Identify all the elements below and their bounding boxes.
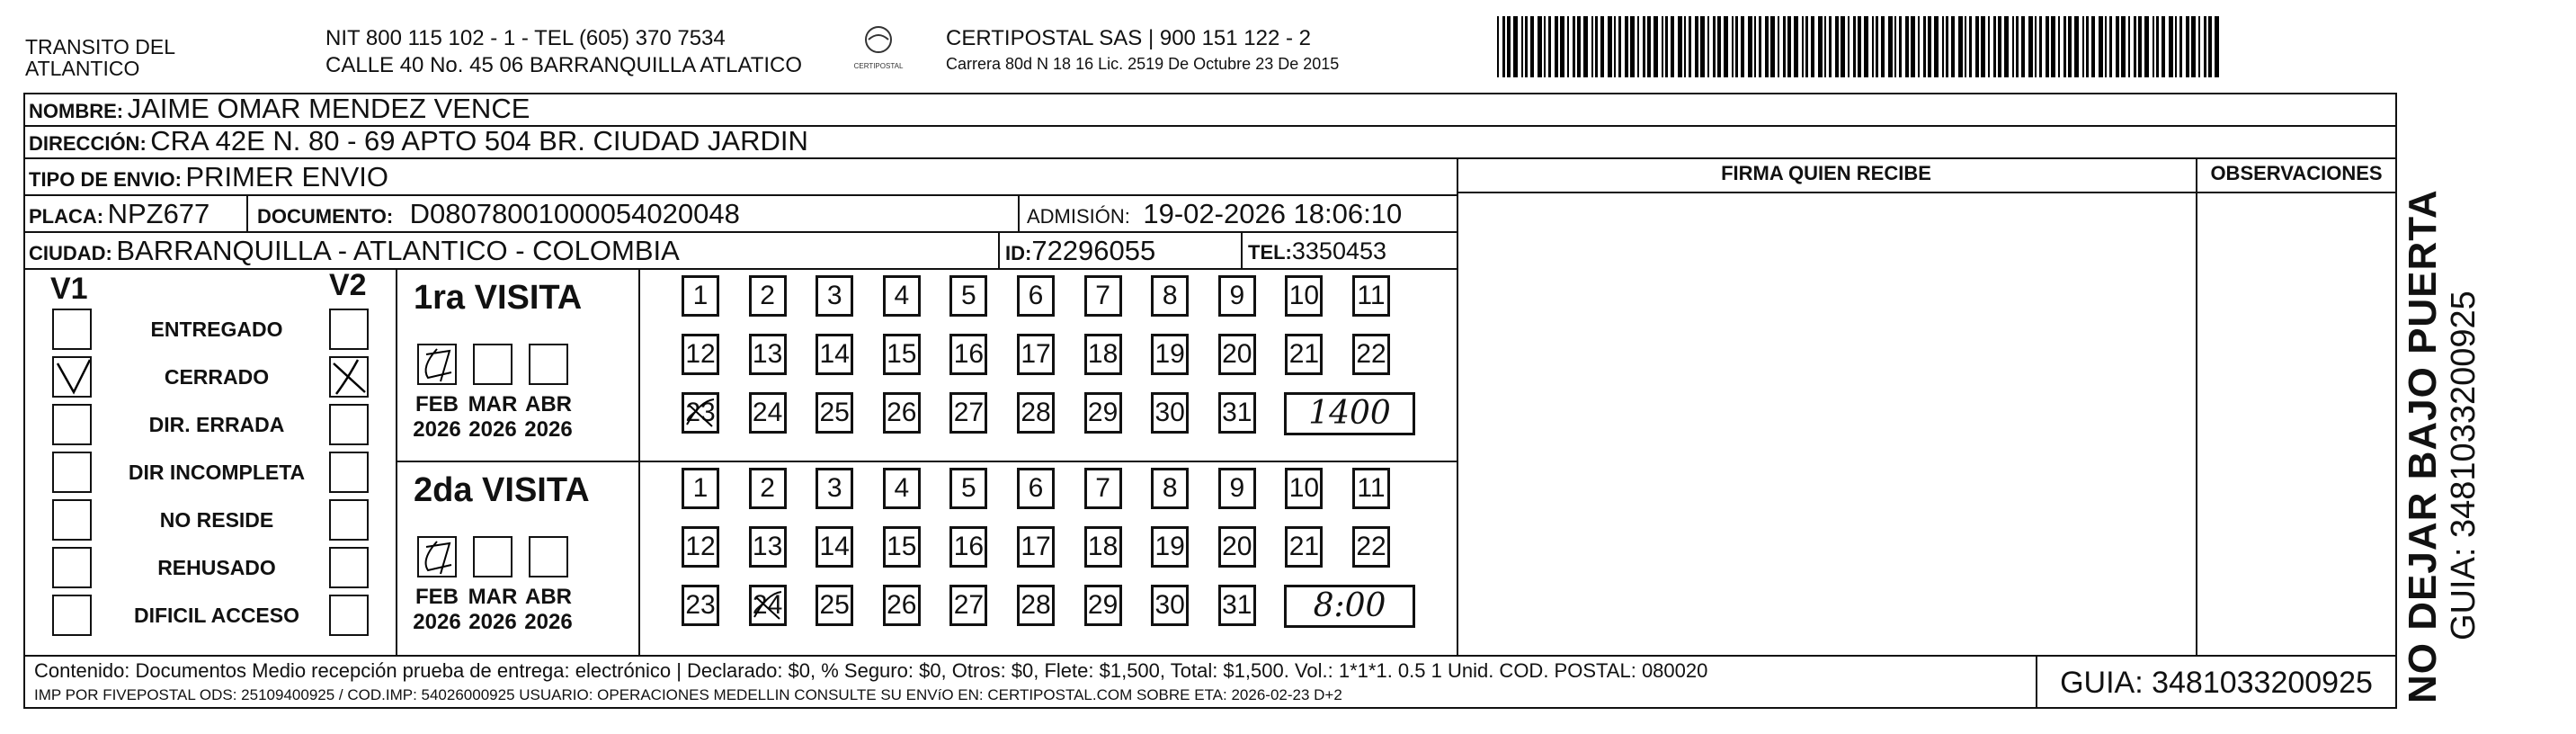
day-checkbox[interactable]: 25: [816, 585, 853, 626]
barcode-bar: [1872, 16, 1874, 77]
day-checkbox[interactable]: 11: [1352, 275, 1390, 317]
day-checkbox[interactable]: 28: [1017, 585, 1055, 626]
barcode-bar: [1525, 16, 1528, 77]
courier-line: CERTIPOSTAL SAS | 900 151 122 - 2: [946, 26, 1311, 50]
day-checkbox[interactable]: 9: [1218, 275, 1256, 317]
day-checkbox[interactable]: 4: [883, 275, 921, 317]
side-notice-block: [2401, 92, 2482, 703]
day-checkbox[interactable]: 17: [1017, 526, 1055, 568]
month-name: FEB: [415, 585, 459, 609]
day-checkbox[interactable]: 26: [883, 392, 921, 434]
month-label: [406, 392, 468, 443]
certipostal-logo: [847, 23, 910, 74]
barcode-bar: [1835, 16, 1839, 77]
barcode-bar: [2138, 16, 2142, 77]
barcode-bar: [1829, 16, 1832, 77]
barcode-bar: [1934, 16, 1939, 77]
nit-line: NIT 800 115 102 - 1 - TEL (605) 370 7534: [325, 26, 726, 50]
barcode-bar: [2068, 16, 2072, 77]
ciudad-field: [29, 236, 680, 272]
barcode-bar: [1707, 16, 1709, 77]
barcode-bar: [1876, 16, 1878, 77]
v2-checkbox[interactable]: [329, 499, 369, 541]
barcode-bar: [2091, 16, 2095, 77]
observaciones-header: OBSERVACIONES: [2210, 162, 2383, 184]
status-option-label: DIFICIL ACCESO: [133, 604, 299, 627]
barcode-bar: [2179, 16, 2182, 77]
barcode-bar: [1770, 16, 1775, 77]
month-label: [517, 585, 580, 635]
barcode-bar: [1724, 16, 1728, 77]
ciudad-label: CIUDAD:: [29, 242, 112, 264]
day-checkbox[interactable]: 21: [1285, 334, 1323, 375]
barcode-bar: [1625, 16, 1628, 77]
day-checkbox[interactable]: 2: [749, 275, 787, 317]
admision-field: [1027, 199, 1402, 235]
day-checkbox[interactable]: 5: [949, 468, 987, 509]
barcode-bar: [1946, 16, 1948, 77]
barcode-bar: [1928, 16, 1931, 77]
month-checkbox[interactable]: [529, 344, 568, 385]
v1-checkbox[interactable]: [52, 309, 92, 350]
handwritten-time[interactable]: 8:00: [1284, 585, 1415, 628]
day-checkbox[interactable]: 11: [1352, 468, 1390, 509]
sender-name: [25, 36, 175, 79]
barcode-bar: [2074, 16, 2079, 77]
month-name: FEB: [415, 392, 459, 416]
month-year: 2026: [524, 417, 573, 442]
barcode-bar: [1530, 16, 1534, 77]
day-checkbox[interactable]: 12: [682, 334, 719, 375]
month-checkbox[interactable]: [529, 536, 568, 577]
barcode-bar: [1918, 16, 1920, 77]
nombre-field: [29, 94, 530, 130]
barcode-bar: [1811, 16, 1814, 77]
barcode-bar: [2058, 16, 2060, 77]
barcode-bar: [1713, 16, 1716, 77]
day-checkbox[interactable]: 15: [883, 334, 921, 375]
barcode-bar: [1689, 16, 1691, 77]
day-checkbox[interactable]: 22: [1352, 334, 1390, 375]
barcode-bar: [1665, 16, 1668, 77]
footer-divider: [23, 655, 2397, 657]
field-divider: [998, 231, 1000, 268]
footer-content-line: Contenido: Documentos Medio recepción prueba de entrega: electrónico | Declarado: $0, % Seguro: $0, Otros: $0, Flete: $1,500, Total: $1,500. Vol.: 1*1*1. 0.5 1 Unid. COD. POSTAL: 080020: [34, 659, 1708, 682]
month-label: [461, 392, 524, 443]
day-checkbox[interactable]: 1: [682, 468, 719, 509]
barcode: [1497, 16, 2225, 77]
barcode-bar: [1802, 16, 1804, 77]
visit-divider: [396, 461, 1457, 462]
day-checkbox[interactable]: 20: [1218, 334, 1256, 375]
day-checkbox[interactable]: 18: [1084, 334, 1122, 375]
nombre-label: NOMBRE:: [29, 100, 124, 122]
month-year: 2026: [468, 417, 517, 442]
month-checkbox[interactable]: [473, 536, 513, 577]
barcode-bar: [1942, 16, 1944, 77]
barcode-bar: [1765, 16, 1769, 77]
barcode-bar: [1560, 16, 1564, 77]
barcode-bar: [1732, 16, 1734, 77]
barcode-bar: [1748, 16, 1752, 77]
v2-checkbox[interactable]: [329, 309, 369, 350]
tipo-envio-value: PRIMER ENVIO: [185, 161, 389, 192]
footer-guia: GUIA: 3481033200925: [2060, 666, 2373, 700]
day-checkbox[interactable]: 14: [816, 526, 853, 568]
barcode-bar: [1643, 16, 1645, 77]
day-checkbox[interactable]: 18: [1084, 526, 1122, 568]
v2-checkbox[interactable]: [329, 404, 369, 445]
barcode-bar: [1778, 16, 1779, 77]
barcode-bar: [1497, 16, 1499, 77]
barcode-bar: [1600, 16, 1604, 77]
barcode-bar: [1573, 16, 1575, 77]
day-checkbox[interactable]: 6: [1017, 275, 1055, 317]
footer-print-line: IMP POR FIVEPOSTAL ODS: 25109400925 / COD.IMP: 54026000925 USUARIO: OPERACIONES MEDELLIN CONSULTE SU ENVíO EN: CERTIPOSTAL.COM SOBRE ETA: 2026-02-23 D+2: [34, 686, 1342, 703]
tipo-envio-field: [29, 162, 388, 198]
v2-checkbox[interactable]: [329, 595, 369, 636]
barcode-bar: [1735, 16, 1738, 77]
month-name: MAR: [468, 392, 518, 416]
month-label: [517, 392, 580, 443]
v1-checkbox[interactable]: [52, 499, 92, 541]
v2-checkbox[interactable]: [329, 547, 369, 588]
barcode-bar: [2063, 16, 2066, 77]
barcode-bar: [2162, 16, 2165, 77]
barcode-bar: [2012, 16, 2014, 77]
barcode-bar: [2021, 16, 2025, 77]
barcode-bar: [1741, 16, 1744, 77]
barcode-bar: [1958, 16, 1963, 77]
visit-title: 2da VISITA: [414, 471, 590, 509]
field-divider: [1241, 231, 1243, 268]
barcode-bar: [2204, 16, 2206, 77]
day-checkbox[interactable]: 3: [816, 468, 853, 509]
day-mark-scribble: [682, 392, 719, 438]
v1-checkbox[interactable]: [52, 547, 92, 588]
day-checkbox[interactable]: 24: [749, 585, 787, 626]
status-option-label: REHUSADO: [157, 556, 276, 579]
barcode-bar: [1881, 16, 1885, 77]
day-checkbox[interactable]: 19: [1151, 526, 1189, 568]
day-checkbox[interactable]: 10: [1285, 468, 1323, 509]
day-checkbox[interactable]: 30: [1151, 392, 1189, 434]
barcode-bar: [1787, 16, 1791, 77]
barcode-bar: [2169, 16, 2173, 77]
month-checkbox[interactable]: [417, 536, 457, 577]
day-checkbox[interactable]: 20: [1218, 526, 1256, 568]
day-checkbox[interactable]: 15: [883, 526, 921, 568]
barcode-bar: [1591, 16, 1593, 77]
barcode-bar: [2116, 16, 2119, 77]
barcode-bar: [1848, 16, 1850, 77]
status-option-label: ENTREGADO: [150, 318, 283, 341]
barcode-bar: [1637, 16, 1639, 77]
barcode-bar: [1595, 16, 1598, 77]
id-label: ID:: [1005, 242, 1032, 264]
barcode-bar: [1684, 16, 1686, 77]
barcode-bar: [2082, 16, 2084, 77]
barcode-bar: [1905, 16, 1909, 77]
month-year: 2026: [413, 417, 461, 442]
barcode-bar: [1583, 16, 1588, 77]
barcode-bar: [2028, 16, 2033, 77]
field-divider: [1018, 194, 1020, 231]
barcode-bar: [2156, 16, 2159, 77]
signature-area[interactable]: [1458, 193, 2196, 655]
barcode-bar: [1544, 16, 1546, 77]
documento-field: [257, 199, 740, 235]
barcode-bar: [2144, 16, 2149, 77]
month-name: ABR: [525, 392, 572, 416]
barcode-bar: [1630, 16, 1635, 77]
v2-checkbox[interactable]: [329, 452, 369, 493]
day-checkbox[interactable]: 21: [1285, 526, 1323, 568]
barcode-bar: [2099, 16, 2103, 77]
barcode-bar: [1858, 16, 1861, 77]
barcode-bar: [2198, 16, 2200, 77]
day-checkbox[interactable]: 4: [883, 468, 921, 509]
day-checkbox[interactable]: 13: [749, 334, 787, 375]
day-checkbox[interactable]: 2: [749, 468, 787, 509]
day-checkbox[interactable]: 7: [1084, 468, 1122, 509]
barcode-bar: [2109, 16, 2112, 77]
day-checkbox[interactable]: 16: [949, 526, 987, 568]
barcode-bar: [1754, 16, 1756, 77]
barcode-bar: [1502, 16, 1505, 77]
day-checkbox[interactable]: 23: [682, 585, 719, 626]
barcode-bar: [2153, 16, 2154, 77]
footer-text: [34, 659, 2030, 704]
barcode-bar: [1538, 16, 1542, 77]
barcode-bar: [1507, 16, 1511, 77]
status-option-label: DIR. ERRADA: [148, 413, 285, 436]
barcode-bar: [1783, 16, 1786, 77]
tipo-envio-label: TIPO DE ENVIO:: [29, 168, 182, 191]
day-checkbox[interactable]: 31: [1218, 392, 1256, 434]
tel-field: [1248, 236, 1386, 271]
placa-value: NPZ677: [107, 198, 210, 229]
barcode-bar: [2086, 16, 2089, 77]
barcode-bar: [2016, 16, 2019, 77]
handwritten-time[interactable]: 1400: [1284, 392, 1415, 435]
courier-info: [946, 25, 1339, 74]
side-guia: GUIA: 3481033200925: [2445, 291, 2482, 640]
tel-value: 3350453: [1291, 237, 1387, 264]
tel-label: TEL:: [1248, 241, 1292, 264]
ciudad-value: BARRANQUILLA - ATLANTICO - COLOMBIA: [116, 235, 680, 266]
barcode-bar: [2175, 16, 2177, 77]
day-checkbox[interactable]: 29: [1084, 392, 1122, 434]
barcode-bar: [1647, 16, 1651, 77]
barcode-bar: [1965, 16, 1966, 77]
barcode-bar: [2191, 16, 2196, 77]
day-checkbox[interactable]: 3: [816, 275, 853, 317]
day-checkbox[interactable]: 23: [682, 392, 719, 434]
day-checkbox[interactable]: 27: [949, 392, 987, 434]
v1-checkbox[interactable]: [52, 404, 92, 445]
barcode-bar: [2039, 16, 2042, 77]
day-checkbox[interactable]: 19: [1151, 334, 1189, 375]
month-year: 2026: [468, 610, 517, 634]
placa-label: PLACA:: [29, 205, 104, 228]
day-checkbox[interactable]: 26: [883, 585, 921, 626]
barcode-bar: [2046, 16, 2049, 77]
day-checkbox[interactable]: 5: [949, 275, 987, 317]
day-checkbox[interactable]: 29: [1084, 585, 1122, 626]
barcode-bar: [1993, 16, 1996, 77]
barcode-bar: [1759, 16, 1761, 77]
barcode-bar: [1998, 16, 2001, 77]
v1-checkbox[interactable]: [52, 356, 92, 398]
firma-header: FIRMA QUIEN RECIBE: [1721, 162, 1931, 184]
day-checkbox[interactable]: 16: [949, 334, 987, 375]
barcode-bar: [1717, 16, 1721, 77]
month-checkbox[interactable]: [417, 344, 457, 385]
id-value: 72296055: [1031, 235, 1156, 266]
v2-checkbox[interactable]: [329, 356, 369, 398]
barcode-bar: [2208, 16, 2212, 77]
direccion-value: CRA 42E N. 80 - 69 APTO 504 BR. CIUDAD JARDIN: [150, 125, 808, 157]
barcode-bar: [1911, 16, 1915, 77]
month-checkbox[interactable]: [473, 344, 513, 385]
day-checkbox[interactable]: 1: [682, 275, 719, 317]
barcode-bar: [2051, 16, 2055, 77]
barcode-bar: [1923, 16, 1926, 77]
day-checkbox[interactable]: 31: [1218, 585, 1256, 626]
barcode-bar: [2128, 16, 2130, 77]
barcode-bar: [2004, 16, 2009, 77]
month-label: [461, 585, 524, 635]
id-field: [1005, 236, 1155, 272]
barcode-bar: [1513, 16, 1518, 77]
day-checkbox[interactable]: 8: [1151, 275, 1189, 317]
month-year: 2026: [524, 610, 573, 634]
barcode-bar: [1653, 16, 1658, 77]
direccion-label: DIRECCIÓN:: [29, 132, 147, 155]
sender-line-2: ATLANTICO: [25, 57, 140, 80]
barcode-bar: [2105, 16, 2107, 77]
barcode-bar: [1969, 16, 1972, 77]
day-checkbox[interactable]: 22: [1352, 526, 1390, 568]
v1-checkbox[interactable]: [52, 452, 92, 493]
month-name: MAR: [468, 585, 518, 609]
day-checkbox[interactable]: 24: [749, 392, 787, 434]
day-checkbox[interactable]: 17: [1017, 334, 1055, 375]
admision-value: 19-02-2026 18:06:10: [1143, 198, 1403, 229]
day-checkbox[interactable]: 6: [1017, 468, 1055, 509]
barcode-bar: [1988, 16, 1990, 77]
v1-header: V1: [50, 272, 88, 306]
day-checkbox[interactable]: 30: [1151, 585, 1189, 626]
svg-text:CERTIPOSTAL: CERTIPOSTAL: [853, 62, 904, 70]
address-line: CALLE 40 No. 45 06 BARRANQUILLA ATLATICO: [325, 53, 803, 77]
sender-line-1: TRANSITO DEL: [25, 35, 175, 58]
admision-label: ADMISIÓN:: [1027, 205, 1130, 228]
v1-checkbox[interactable]: [52, 595, 92, 636]
barcode-bar: [1888, 16, 1893, 77]
day-mark-scribble: [749, 585, 787, 631]
barcode-bar: [1662, 16, 1663, 77]
barcode-bar: [1678, 16, 1682, 77]
barcode-bar: [1608, 16, 1612, 77]
day-checkbox[interactable]: 8: [1151, 468, 1189, 509]
logo-icon: [847, 23, 910, 74]
v2-header: V2: [329, 268, 367, 302]
day-checkbox[interactable]: 10: [1285, 275, 1323, 317]
day-checkbox[interactable]: 14: [816, 334, 853, 375]
observations-area[interactable]: [2197, 193, 2395, 655]
barcode-bar: [1975, 16, 1979, 77]
barcode-bar: [1853, 16, 1856, 77]
barcode-bar: [1899, 16, 1902, 77]
barcode-bar: [1794, 16, 1798, 77]
direccion-field: [29, 126, 808, 162]
barcode-bar: [1555, 16, 1558, 77]
documento-label: DOCUMENTO:: [257, 205, 394, 228]
barcode-bar: [2035, 16, 2037, 77]
barcode-bar: [1894, 16, 1896, 77]
barcode-bar: [1614, 16, 1616, 77]
barcode-bar: [1700, 16, 1705, 77]
barcode-bar: [1548, 16, 1551, 77]
field-divider: [246, 194, 248, 231]
nombre-value: JAIME OMAR MENDEZ VENCE: [127, 93, 530, 124]
visit-left-border: [396, 268, 397, 655]
barcode-bar: [2215, 16, 2219, 77]
barcode-bar: [1951, 16, 1955, 77]
barcode-bar: [1521, 16, 1523, 77]
visit-title: 1ra VISITA: [414, 279, 583, 317]
barcode-bar: [1805, 16, 1808, 77]
day-checkbox[interactable]: 25: [816, 392, 853, 434]
barcode-bar: [1981, 16, 1985, 77]
month-name: ABR: [525, 585, 572, 609]
barcode-bar: [1695, 16, 1698, 77]
barcode-bar: [1577, 16, 1581, 77]
status-option-label: DIR INCOMPLETA: [128, 461, 306, 484]
license-line: Carrera 80d N 18 16 Lic. 2519 De Octubre 23 De 2015: [946, 55, 1340, 73]
placa-field: [29, 199, 209, 235]
day-checkbox[interactable]: 7: [1084, 275, 1122, 317]
barcode-bar: [1618, 16, 1621, 77]
sender-contact: [325, 25, 802, 79]
barcode-bar: [1671, 16, 1674, 77]
barcode-bar: [2121, 16, 2126, 77]
days-left-border: [638, 268, 640, 655]
month-label: [406, 585, 468, 635]
barcode-bar: [2134, 16, 2136, 77]
day-checkbox[interactable]: 13: [749, 526, 787, 568]
side-notice: NO DEJAR BAJO PUERTA: [2401, 189, 2445, 703]
status-option-label: CERRADO: [164, 365, 270, 389]
month-year: 2026: [413, 610, 461, 634]
barcode-bar: [1818, 16, 1823, 77]
day-checkbox[interactable]: 9: [1218, 468, 1256, 509]
documento-value: D08078001000054020048: [409, 198, 740, 229]
day-checkbox[interactable]: 27: [949, 585, 987, 626]
day-checkbox[interactable]: 28: [1017, 392, 1055, 434]
barcode-bar: [1864, 16, 1868, 77]
barcode-bar: [1841, 16, 1845, 77]
barcode-bar: [1567, 16, 1569, 77]
status-option-label: NO RESIDE: [159, 508, 274, 532]
barcode-graphic: [1497, 16, 2225, 77]
barcode-bar: [1824, 16, 1826, 77]
day-checkbox[interactable]: 12: [682, 526, 719, 568]
barcode-bar: [2186, 16, 2189, 77]
